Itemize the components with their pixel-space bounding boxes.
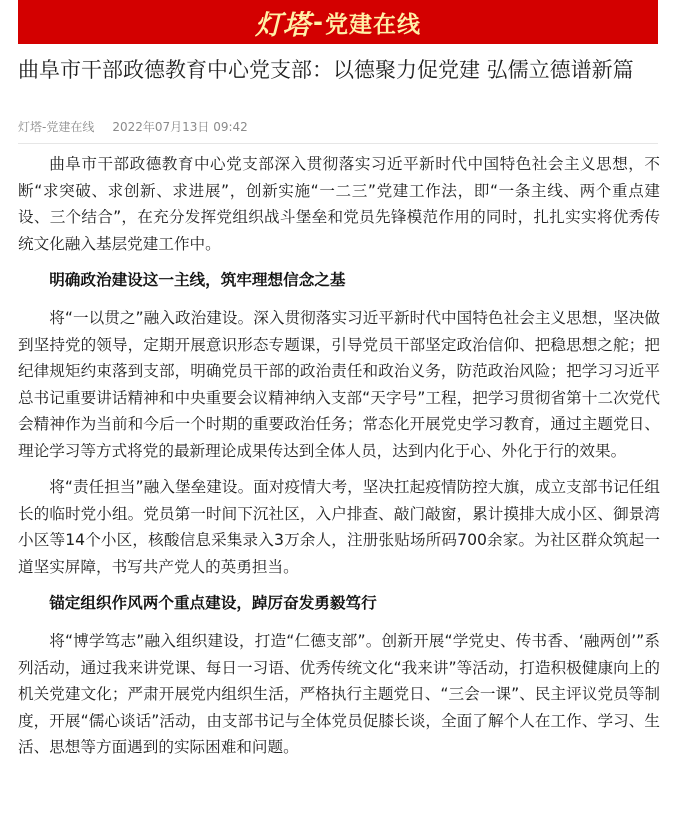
article-datetime: 2022年07月13日 09:42: [112, 120, 248, 134]
article-body: [18, 151, 660, 771]
paragraph-responsibility: 将“责任担当”融入堡垒建设。面对疫情大考，坚决扛起疫情防控大旗，成立支部书记任组长的临时党小组。党员第一时间下沉社区，入户排查、敲门敲窗，累计摸排大成小区、御景湾小区等14个小区，核酸信息采集录入3万余人，注册张贴场所码700余家。为社区群众筑起一道坚实屏障，书写共产党人的英勇担当。: [18, 478, 660, 576]
site-subtitle: 党建在线: [324, 11, 421, 38]
article-title: 曲阜市干部政德教育中心党支部：以德聚力促党建 弘儒立德谱新篇: [18, 58, 634, 82]
paragraph-political-building: 将“一以贯之”融入政治建设。深入贯彻落实习近平新时代中国特色社会主义思想，坚决做到坚持党的领导，定期开展意识形态专题课，引导党员干部坚定政治信仰、把稳思想之舵；把纪律规矩约束落到支部，明确党员干部的政治责任和政治义务，防范政治风险；把学习习近平总书记重要讲话精神和中央重要会议精神纳入支部“天字号”工程，把学习贯彻省第十二次党代会精神作为当前和今后一个时期的重要政治任务；常态化开展党史学习教育，通过主题党日、理论学习等方式将党的最新理论成果传达到全体人员，达到内化于心、外化于行的效果。: [18, 309, 660, 460]
article-source[interactable]: 灯塔-党建在线: [18, 120, 95, 134]
section-heading-organization: 锚定组织作风两个重点建设，踔厉奋发勇毅笃行: [49, 594, 377, 612]
section-heading-political: 明确政治建设这一主线，筑牢理想信念之基: [49, 271, 346, 289]
title-divider: [18, 143, 658, 144]
site-logo[interactable]: 灯塔: [255, 9, 312, 41]
article-intro-paragraph: 曲阜市干部政德教育中心党支部深入贯彻落实习近平新时代中国特色社会主义思想，不断“求突破、求创新、求进展”，创新实施“一二三”党建工作法，即“一条主线、两个重点建设、三个结合”，在充分发挥党组织战斗堡垒和党员先锋模范作用的同时，扎扎实实将优秀传统文化融入基层党建工作中。: [18, 155, 660, 253]
logo-separator: -: [313, 8, 323, 36]
paragraph-organization-building: 将“博学笃志”融入组织建设，打造“仁德支部”。创新开展“学党史、传书香、‘融两创’”系列活动，通过我来讲党课、每日一习语、优秀传统文化“我来讲”等活动，打造积极健康向上的机关党建文化；严肃开展党内组织生活，严格执行主题党日、“三会一课”、民主评议党员等制度，开展“儒心谈话”活动，由支部书记与全体党员促膝长谈，全面了解个人在工作、学习、生活、思想等方面遇到的实际困难和问题。: [18, 632, 660, 756]
article-meta: [18, 118, 248, 135]
site-banner: [18, 0, 658, 44]
